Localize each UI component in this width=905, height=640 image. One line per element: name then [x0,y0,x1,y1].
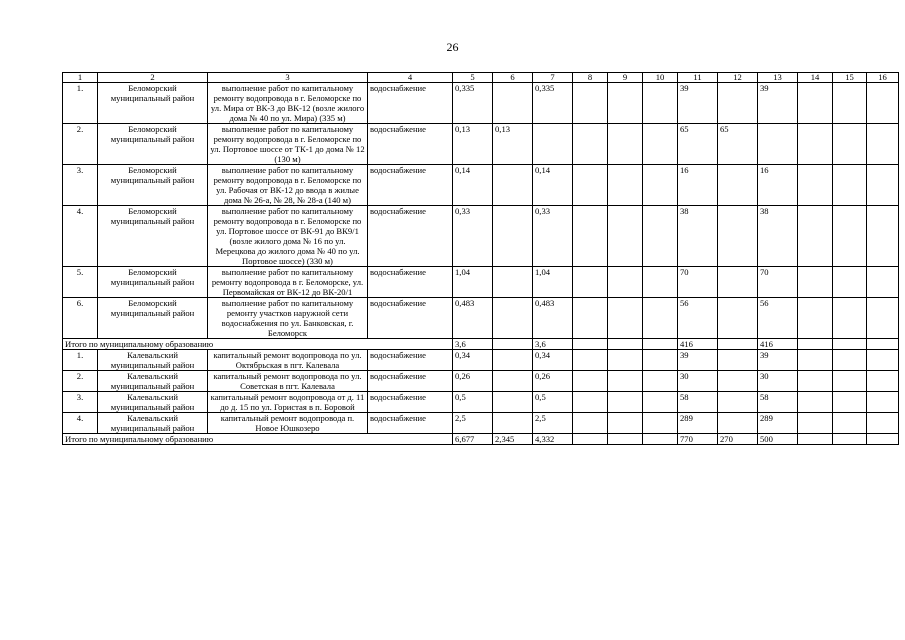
value-c8 [573,350,608,371]
value-c6 [493,165,533,206]
value-c5: 2,5 [453,413,493,434]
value-c7: 0,33 [533,206,573,267]
value-c13: 58 [758,392,798,413]
value-c11: 56 [678,298,718,339]
value-c7: 0,483 [533,298,573,339]
value-c11: 770 [678,434,718,445]
value-c14 [798,206,833,267]
value-c6 [493,298,533,339]
value-c11: 30 [678,371,718,392]
value-c8 [573,206,608,267]
total-label: Итого по муниципальному образованию [63,339,453,350]
utility-type: водоснабжение [368,124,453,165]
value-c12 [718,298,758,339]
value-c7: 0,5 [533,392,573,413]
work-description: выполнение работ по капитальному ремонту водопровода в г. Беломорске, ул. Первомайская от ВК-12 до ВК-20/1 [208,267,368,298]
value-c8 [573,124,608,165]
value-c14 [798,392,833,413]
utility-type: водоснабжение [368,350,453,371]
value-c5: 1,04 [453,267,493,298]
value-c10 [643,339,678,350]
value-c10 [643,350,678,371]
utility-type: водоснабжение [368,371,453,392]
table-row [63,165,899,206]
value-c14 [798,371,833,392]
table-row [63,267,899,298]
table-row [63,350,899,371]
value-c7 [533,124,573,165]
value-c7: 1,04 [533,267,573,298]
value-c13: 39 [758,350,798,371]
value-c10 [643,124,678,165]
value-c16 [867,83,899,124]
value-c15 [833,124,867,165]
value-c8 [573,371,608,392]
value-c8 [573,165,608,206]
value-c6 [493,83,533,124]
value-c5: 0,13 [453,124,493,165]
district-name: Беломорский муниципальный район [98,298,208,339]
value-c8 [573,339,608,350]
value-c7: 0,26 [533,371,573,392]
value-c14 [798,165,833,206]
value-c11: 16 [678,165,718,206]
row-number: 6. [63,298,98,339]
value-c15 [833,165,867,206]
row-number: 1. [63,350,98,371]
utility-type: водоснабжение [368,165,453,206]
work-description: капитальный ремонт водопровода п. Новое Юшкозеро [208,413,368,434]
value-c6: 2,345 [493,434,533,445]
value-c14 [798,350,833,371]
column-header: 13 [758,73,798,83]
value-c15 [833,392,867,413]
value-c10 [643,434,678,445]
value-c16 [867,165,899,206]
value-c8 [573,392,608,413]
work-description: капитальный ремонт водопровода по ул. Октябрьская в пгт. Калевала [208,350,368,371]
value-c9 [608,298,643,339]
value-c12: 270 [718,434,758,445]
table-row [63,206,899,267]
value-c9 [608,350,643,371]
district-name: Беломорский муниципальный район [98,206,208,267]
value-c6: 0,13 [493,124,533,165]
utility-type: водоснабжение [368,413,453,434]
table-row [63,392,899,413]
value-c12 [718,413,758,434]
value-c15 [833,350,867,371]
column-header: 14 [798,73,833,83]
column-header: 4 [368,73,453,83]
value-c10 [643,392,678,413]
value-c6 [493,350,533,371]
value-c16 [867,267,899,298]
value-c11: 70 [678,267,718,298]
value-c13: 39 [758,83,798,124]
total-label: Итого по муниципальному образованию [63,434,453,445]
value-c10 [643,165,678,206]
value-c5: 3,6 [453,339,493,350]
table-row [63,371,899,392]
value-c15 [833,371,867,392]
value-c14 [798,267,833,298]
value-c13: 500 [758,434,798,445]
value-c10 [643,371,678,392]
value-c6 [493,339,533,350]
work-description: выполнение работ по капитальному ремонту водопровода в г. Беломорске по ул. Рабочая от ВК-12 до ввода в жилые дома № 26-а, № 28, № 28-а (140 м) [208,165,368,206]
value-c9 [608,434,643,445]
value-c10 [643,83,678,124]
value-c9 [608,413,643,434]
row-number: 1. [63,83,98,124]
value-c11: 58 [678,392,718,413]
value-c12 [718,206,758,267]
value-c16 [867,124,899,165]
utility-type: водоснабжение [368,206,453,267]
district-name: Калевальский муниципальный район [98,413,208,434]
total-row [63,339,899,350]
value-c8 [573,413,608,434]
value-c13: 30 [758,371,798,392]
district-name: Беломорский муниципальный район [98,124,208,165]
value-c9 [608,392,643,413]
value-c10 [643,298,678,339]
value-c14 [798,413,833,434]
value-c10 [643,267,678,298]
value-c15 [833,413,867,434]
work-description: выполнение работ по капитальному ремонту водопровода в г. Беломорске по ул. Мира от ВК-3 до ВК-12 (возле жилого дома № 40 по ул. Мира) (335 м) [208,83,368,124]
value-c15 [833,339,867,350]
district-name: Калевальский муниципальный район [98,392,208,413]
value-c6 [493,206,533,267]
total-row [63,434,899,445]
value-c9 [608,124,643,165]
value-c9 [608,267,643,298]
value-c14 [798,339,833,350]
value-c14 [798,83,833,124]
value-c16 [867,371,899,392]
value-c5: 0,34 [453,350,493,371]
value-c13: 416 [758,339,798,350]
value-c11: 416 [678,339,718,350]
value-c8 [573,298,608,339]
value-c6 [493,371,533,392]
value-c5: 0,335 [453,83,493,124]
value-c5: 0,5 [453,392,493,413]
value-c8 [573,83,608,124]
page-number: 26 [446,40,459,54]
value-c15 [833,206,867,267]
column-number-row [63,73,899,83]
row-number: 5. [63,267,98,298]
value-c5: 0,26 [453,371,493,392]
work-description: выполнение работ по капитальному ремонту участков наружной сети водоснабжения по ул. Банковская, г. Беломорск [208,298,368,339]
utility-type: водоснабжение [368,83,453,124]
value-c13: 56 [758,298,798,339]
value-c7: 0,14 [533,165,573,206]
value-c13 [758,124,798,165]
column-header: 1 [63,73,98,83]
value-c12 [718,339,758,350]
table-row [63,298,899,339]
value-c7: 2,5 [533,413,573,434]
value-c13: 38 [758,206,798,267]
utility-type: водоснабжение [368,267,453,298]
value-c12 [718,350,758,371]
value-c12 [718,371,758,392]
column-header: 9 [608,73,643,83]
column-header: 6 [493,73,533,83]
value-c9 [608,371,643,392]
value-c11: 38 [678,206,718,267]
funding-table [62,72,899,445]
value-c16 [867,206,899,267]
row-number: 4. [63,413,98,434]
value-c13: 289 [758,413,798,434]
work-description: капитальный ремонт водопровода от д. 11 до д. 15 по ул. Гористая в п. Боровой [208,392,368,413]
column-header: 10 [643,73,678,83]
value-c6 [493,392,533,413]
value-c14 [798,124,833,165]
table-row [63,124,899,165]
row-number: 3. [63,165,98,206]
table-row [63,413,899,434]
value-c14 [798,298,833,339]
value-c9 [608,339,643,350]
value-c12: 65 [718,124,758,165]
value-c15 [833,298,867,339]
district-name: Беломорский муниципальный район [98,165,208,206]
column-header: 3 [208,73,368,83]
value-c13: 70 [758,267,798,298]
utility-type: водоснабжение [368,298,453,339]
value-c16 [867,350,899,371]
column-header: 11 [678,73,718,83]
value-c11: 39 [678,350,718,371]
value-c11: 289 [678,413,718,434]
value-c7: 0,335 [533,83,573,124]
value-c6 [493,267,533,298]
value-c6 [493,413,533,434]
column-header: 7 [533,73,573,83]
value-c7: 3,6 [533,339,573,350]
value-c12 [718,392,758,413]
district-name: Беломорский муниципальный район [98,267,208,298]
district-name: Калевальский муниципальный район [98,371,208,392]
value-c9 [608,83,643,124]
value-c12 [718,165,758,206]
column-header: 5 [453,73,493,83]
value-c12 [718,267,758,298]
value-c9 [608,165,643,206]
value-c5: 6,677 [453,434,493,445]
district-name: Калевальский муниципальный район [98,350,208,371]
value-c14 [798,434,833,445]
value-c7: 0,34 [533,350,573,371]
value-c7: 4,332 [533,434,573,445]
value-c11: 65 [678,124,718,165]
row-number: 2. [63,371,98,392]
value-c5: 0,33 [453,206,493,267]
column-header: 16 [867,73,899,83]
row-number: 2. [63,124,98,165]
row-number: 4. [63,206,98,267]
value-c16 [867,413,899,434]
value-c8 [573,434,608,445]
column-header: 8 [573,73,608,83]
column-header: 2 [98,73,208,83]
table-row [63,83,899,124]
value-c15 [833,267,867,298]
value-c16 [867,392,899,413]
utility-type: водоснабжение [368,392,453,413]
value-c15 [833,83,867,124]
value-c10 [643,206,678,267]
work-description: выполнение работ по капитальному ремонту водопровода в г. Беломорске по ул. Портовое шоссе от ВК-91 до ВК9/1 (возле жилого дома № 16 по ул. Мерецкова до жилого дома № 40 по ул. Портовое шоссе) (330 м) [208,206,368,267]
value-c13: 16 [758,165,798,206]
value-c16 [867,434,899,445]
work-description: капитальный ремонт водопровода по ул. Советская в пгт. Калевала [208,371,368,392]
work-description: выполнение работ по капитальному ремонту водопровода в г. Беломорске по ул. Портовое шоссе от ТК-1 до дома № 12 (130 м) [208,124,368,165]
value-c9 [608,206,643,267]
value-c5: 0,14 [453,165,493,206]
value-c16 [867,339,899,350]
value-c16 [867,298,899,339]
column-header: 12 [718,73,758,83]
value-c10 [643,413,678,434]
value-c15 [833,434,867,445]
value-c8 [573,267,608,298]
row-number: 3. [63,392,98,413]
column-header: 15 [833,73,867,83]
value-c12 [718,83,758,124]
value-c11: 39 [678,83,718,124]
district-name: Беломорский муниципальный район [98,83,208,124]
value-c5: 0,483 [453,298,493,339]
